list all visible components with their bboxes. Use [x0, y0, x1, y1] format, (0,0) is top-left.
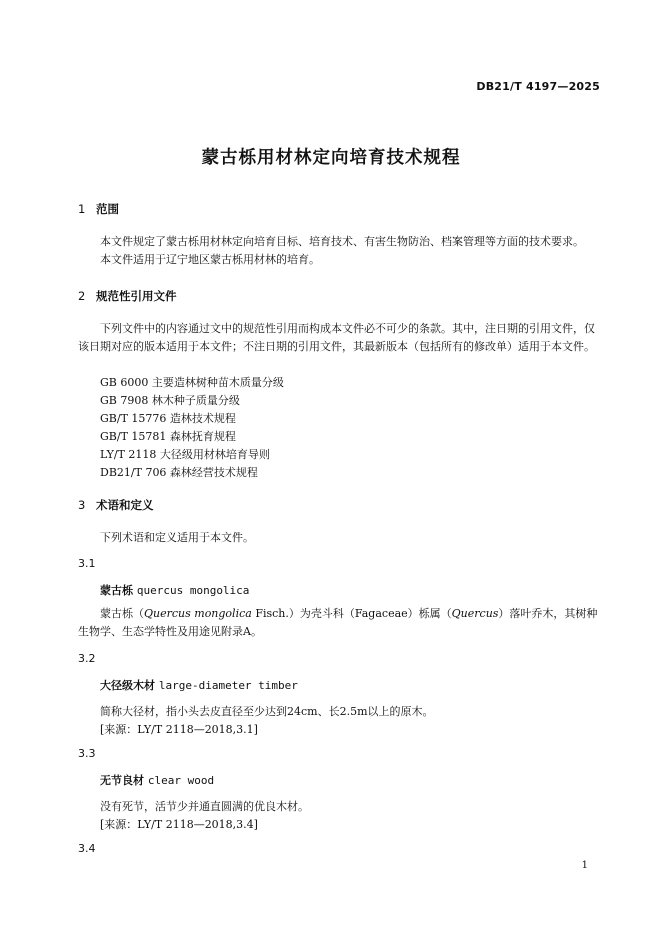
reference-item: GB 6000 主要造林树种苗木质量分级 — [100, 376, 284, 389]
reference-item: DB21/T 706 森林经营技术规程 — [100, 466, 258, 479]
section-title: 规范性引用文件 — [96, 289, 177, 303]
section-3-heading — [78, 497, 154, 513]
reference-item: GB/T 15776 造林技术规程 — [100, 412, 236, 425]
definition-text: Fisch.）为壳斗科（Fagaceae）栎属（ — [251, 607, 452, 620]
term-heading — [100, 677, 298, 693]
definition-text: 蒙古栎（ — [100, 607, 144, 620]
definition-text: ）落叶乔木，其树种生物学、生态学特性及用途见附录A。 — [78, 607, 598, 638]
reference-item: LY/T 2118 大径级用材林培育导则 — [100, 448, 270, 461]
term-number: 3.2 — [78, 652, 96, 665]
reference-item: GB/T 15781 森林抚育规程 — [100, 430, 236, 443]
term-chinese: 大径级木材 — [100, 679, 155, 692]
term-english: clear wood — [147, 774, 215, 787]
section-2-heading — [78, 288, 177, 304]
term-english: quercus mongolica — [136, 584, 250, 597]
paragraph-text: 本文件规定了蒙古栎用材林定向培育目标、培育技术、有害生物防治、档案管理等方面的技术要求。 — [100, 235, 584, 248]
section-title: 术语和定义 — [96, 498, 154, 512]
latin-name: Quercus mongolica — [144, 607, 252, 620]
section-number: 2 — [78, 289, 86, 303]
section-1-paragraph-1 — [78, 233, 600, 251]
term-definition — [78, 605, 600, 641]
term-definition: 简称大径材，指小头去皮直径至少达到24cm、长2.5m以上的原木。 — [100, 705, 434, 718]
term-number: 3.3 — [78, 747, 96, 760]
term-number: 3.1 — [78, 557, 96, 570]
paragraph-text: 下列文件中的内容通过文中的规范性引用而构成本文件必不可少的条款。其中，注日期的引用文件，仅该日期对应的版本适用于本文件；不注日期的引用文件，其最新版本（包括所有的修改单）适用于本文件。 — [78, 322, 595, 353]
section-3-intro — [78, 529, 600, 547]
term-source: [来源：LY/T 2118—2018,3.4] — [100, 818, 258, 831]
section-number: 1 — [78, 202, 86, 216]
reference-item: GB 7908 林木种子质量分级 — [100, 394, 240, 407]
term-english: large-diameter timber — [158, 679, 298, 692]
page-title: 蒙古栎用材林定向培育技术规程 — [201, 148, 461, 168]
page-number: 1 — [581, 860, 588, 871]
paragraph-text: 本文件适用于辽宁地区蒙古栎用材林的培育。 — [100, 253, 320, 266]
section-number: 3 — [78, 498, 86, 512]
term-number: 3.4 — [78, 842, 96, 855]
term-source: [来源：LY/T 2118—2018,3.1] — [100, 723, 258, 736]
term-heading — [100, 582, 249, 598]
section-1-paragraph-2 — [78, 251, 600, 269]
term-chinese: 蒙古栎 — [100, 584, 133, 597]
section-1-heading — [78, 201, 119, 217]
latin-genus: Quercus — [451, 607, 499, 620]
section-title: 范围 — [96, 202, 119, 216]
section-2-intro — [78, 320, 600, 356]
term-chinese: 无节良材 — [100, 774, 144, 787]
document-code: DB21/T 4197—2025 — [476, 80, 600, 93]
term-heading — [100, 772, 214, 788]
term-definition: 没有死节，活节少并通直圆满的优良木材。 — [100, 800, 309, 813]
paragraph-text: 下列术语和定义适用于本文件。 — [100, 531, 254, 544]
